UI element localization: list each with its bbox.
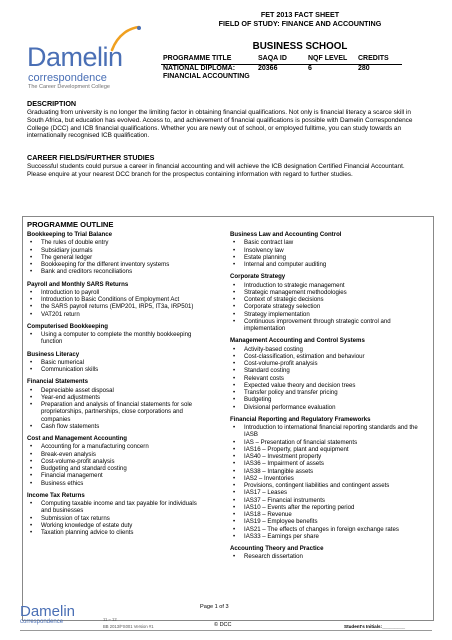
careers-heading: CAREER FIELDS/FURTHER STUDIES <box>27 153 155 162</box>
list-item: • Strategy implementation <box>230 311 430 318</box>
list-item: • Divisional performance evaluation <box>230 404 430 411</box>
list-item: • Continuous improvement through strategic control and implementation <box>230 318 430 333</box>
fact-sheet-title: FET 2013 FACT SHEET <box>260 10 340 19</box>
credits-value: 280 <box>358 64 370 72</box>
list-item: • IAS37 – Financial instruments <box>230 497 430 504</box>
list-item: • Depreciable asset disposal <box>27 387 207 394</box>
list-item: • IAS16 – Property, plant and equipment <box>230 446 430 453</box>
outline-section-title: Management Accounting and Control Systems <box>230 337 365 345</box>
outline-list <box>27 500 207 536</box>
list-item: • Corporate strategy selection <box>230 303 430 310</box>
list-item: • Preparation and analysis of financial statements for sole proprietorships, partnerships, close corporations and companies <box>27 401 207 423</box>
school-title: BUSINESS SCHOOL <box>252 41 348 52</box>
list-item: • Budgeting and standard costing <box>27 465 207 472</box>
list-item: • Context of strategic decisions <box>230 296 430 303</box>
outline-section-title: Payroll and Monthly SARS Returns <box>27 280 129 288</box>
list-item: • Introduction to strategic management <box>230 282 430 289</box>
outline-section-title: Cost and Management Accounting <box>27 435 127 442</box>
list-item: • Subsidiary journals <box>27 247 207 254</box>
list-item: • Bank and creditors reconciliations <box>27 268 207 275</box>
list-item: • Submission of tax returns <box>27 515 207 522</box>
outline-list <box>27 239 207 275</box>
list-item: • Research dissertation <box>230 553 430 560</box>
list-item: • Cash flow statements <box>27 423 207 430</box>
list-item: • IAS18 – Revenue <box>230 511 430 518</box>
list-item: • Basic numerical <box>27 359 207 366</box>
outline-section-title: Business Literacy <box>27 350 80 358</box>
list-item: • Standard costing <box>230 367 430 374</box>
list-item: • the SARS payroll returns (EMP201, IRP5, IT3a, IRP501) <box>27 303 207 310</box>
outline-list <box>230 424 430 540</box>
footer-code: 11 – 12 <box>103 617 117 622</box>
outline-section-title: Bookkeeping to Trial Balance <box>27 231 112 238</box>
list-item: • IAS36 – Impairment of assets <box>230 460 430 467</box>
list-item: • Break-even analysis <box>27 451 207 458</box>
header-nqf-level: NQF LEVEL <box>306 55 356 64</box>
list-item: • Transfer policy and transfer pricing <box>230 389 430 396</box>
list-item: • IAS – Presentation of financial statements <box>230 439 430 446</box>
outline-left-column <box>27 231 207 536</box>
outline-section-title: Accounting Theory and Practice <box>230 545 324 552</box>
careers-section <box>27 153 425 179</box>
list-item: • Introduction to payroll <box>27 289 207 296</box>
list-item: • Accounting for a manufacturing concern <box>27 443 207 450</box>
programme-outline-heading: PROGRAMME OUTLINE <box>27 220 114 229</box>
description-heading: DESCRIPTION <box>27 99 77 108</box>
outline-list <box>27 289 207 318</box>
page-number: Page 1 of 3 <box>200 604 229 610</box>
list-item: • Using a computer to complete the monthly bookkeeping function <box>27 331 207 346</box>
saqa-id-value: 20366 <box>258 64 278 72</box>
damelin-logo: Damelin <box>27 42 123 72</box>
outline-list <box>230 239 430 268</box>
list-item: • Introduction to Basic Conditions of Employment Act <box>27 296 207 303</box>
list-item: • Basic contract law <box>230 239 430 246</box>
outline-section-title: Corporate Strategy <box>230 273 286 281</box>
outline-list <box>230 553 430 560</box>
outline-list <box>27 443 207 487</box>
logo-tagline: The Career Development College <box>28 84 110 90</box>
list-item: • The general ledger <box>27 254 207 261</box>
list-item: • Financial management <box>27 472 207 479</box>
list-item: • Relevant costs <box>230 375 430 382</box>
footer-divider <box>20 630 432 631</box>
list-item: • The rules of double entry <box>27 239 207 246</box>
list-item: • Internal and computer auditing <box>230 261 430 268</box>
list-item: • IAS33 – Earnings per share <box>230 533 430 540</box>
facts-value-row <box>161 64 402 73</box>
list-item: • IAS17 – Leases <box>230 489 430 496</box>
list-item: • Year-end adjustments <box>27 394 207 401</box>
footer-logo: Damelin <box>20 603 76 620</box>
footer-copyright: © DCC <box>214 622 232 628</box>
outline-right-column <box>230 231 430 561</box>
list-item: • Insolvency law <box>230 247 430 254</box>
programme-title-line1: NATIONAL DIPLOMA: <box>163 64 236 72</box>
header-programme-title: PROGRAMME TITLE <box>161 55 256 64</box>
programme-facts-table <box>161 55 402 82</box>
list-item: • Taxation planning advice to clients <box>27 529 207 536</box>
programme-title-line2: FINANCIAL ACCOUNTING <box>163 73 250 81</box>
footer-logo-subtitle: correspondence <box>20 619 64 625</box>
list-item: • IAS2 – Inventories <box>230 475 430 482</box>
field-of-study-title: FIELD OF STUDY: FINANCE AND ACCOUNTING <box>218 19 382 28</box>
header-credits: CREDITS <box>356 55 402 64</box>
outline-section-title: Business Law and Accounting Control <box>230 231 342 238</box>
facts-header-row <box>161 55 402 64</box>
facts-title-row-2 <box>161 73 402 81</box>
list-item: • Activity-based costing <box>230 346 430 353</box>
outline-list <box>27 387 207 431</box>
list-item: • IAS19 – Employee benefits <box>230 518 430 525</box>
careers-text: Successful students could pursue a career in financial accounting and will achieve the ICB designation Certified Financial Accountant. Please enquire at your nearest DCC branch for the prospectus containing information with regard to further studies. <box>27 163 405 178</box>
list-item: • IAS38 – Intangible assets <box>230 468 430 475</box>
list-item: • Computing taxable income and tax payable for individuals and businesses <box>27 500 207 515</box>
nqf-level-value: 6 <box>308 64 312 72</box>
list-item: • Bookkeeping for the different inventory systems <box>27 261 207 268</box>
list-item: • Budgeting <box>230 396 430 403</box>
list-item: • Cost-classification, estimation and behaviour <box>230 353 430 360</box>
description-text: Graduating from university is no longer the limiting factor in obtaining financial qualifications. Not only is financial literacy a scarce skill in South Africa, but education has evolved. Access to, and achievement of financial qualifications is possible with Damelin Correspondence College (DCC) and ICB financial qualifications. Whether you are newly out of school, or employed fulltime, you can study towards an internationally recognised ICB qualification. <box>27 109 413 140</box>
list-item: • Cost-volume-profit analysis <box>27 458 207 465</box>
list-item: • Cost-volume-profit analysis <box>230 360 430 367</box>
outline-section-title: Financial Reporting and Regulatory Frameworks <box>230 415 371 423</box>
description-section <box>27 99 425 140</box>
outline-section-title: Computerised Bookkeeping <box>27 322 108 330</box>
outline-list <box>230 346 430 411</box>
footer-version: BB 2013/FS001 Version #1 <box>103 624 154 629</box>
outline-section-title: Income Tax Returns <box>27 491 85 499</box>
outline-list <box>230 282 430 333</box>
list-item: • Communication skills <box>27 366 207 373</box>
list-item: • Working knowledge of estate duty <box>27 522 207 529</box>
list-item: • IAS21 – The effects of changes in foreign exchange rates <box>230 526 430 533</box>
student-initials-field: Student's Initials:_________ <box>344 624 406 629</box>
list-item: • Business ethics <box>27 480 207 487</box>
list-item: • Estate planning <box>230 254 430 261</box>
logo-subtitle: correspondence <box>28 72 107 84</box>
outline-list <box>27 359 207 374</box>
list-item: • Introduction to international financial reporting standards and the IASB <box>230 424 430 439</box>
list-item: • Strategic management methodologies <box>230 289 430 296</box>
outline-section-title: Financial Statements <box>27 378 88 386</box>
list-item: • Expected value theory and decision trees <box>230 382 430 389</box>
list-item: • IAS40 – Investment property <box>230 453 430 460</box>
outline-list <box>27 331 207 346</box>
list-item: • IAS10 – Events after the reporting period <box>230 504 430 511</box>
list-item: • Provisions, contingent liabilities and contingent assets <box>230 482 430 489</box>
list-item: • VAT201 return <box>27 311 207 318</box>
header-saqa-id: SAQA ID <box>256 55 306 64</box>
